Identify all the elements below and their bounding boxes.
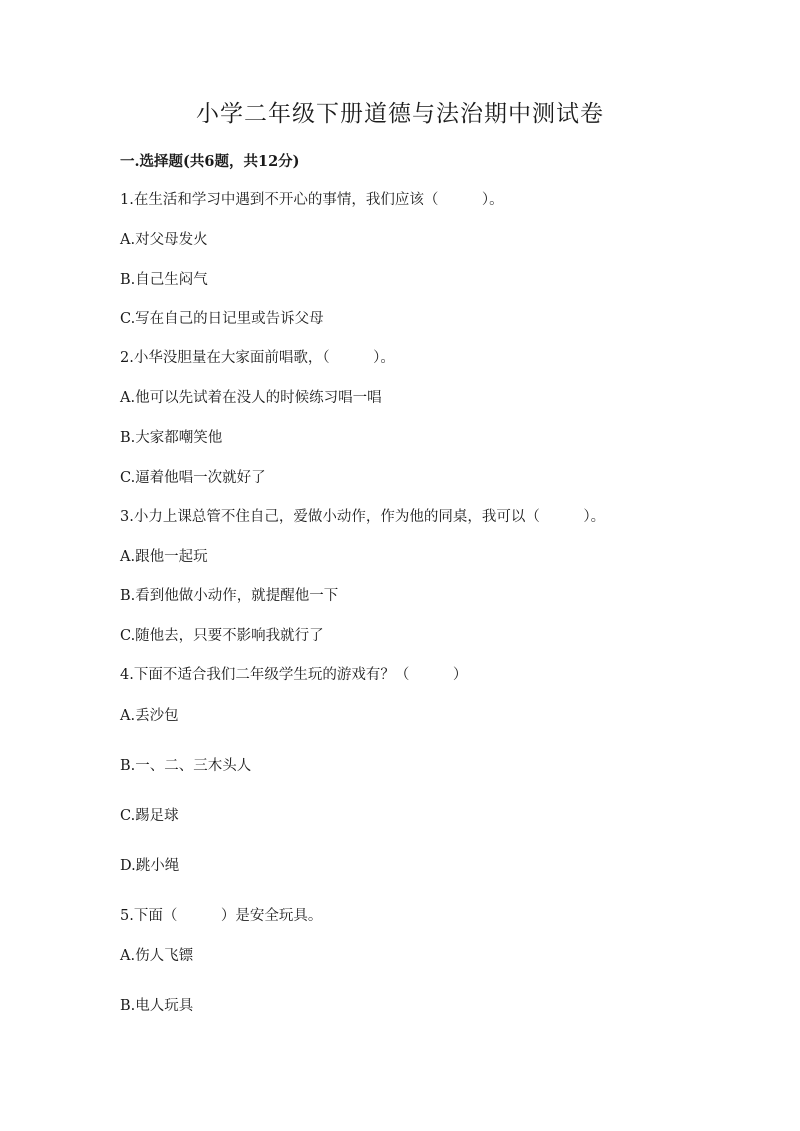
question-4-option-c: C.踢足球 bbox=[120, 808, 179, 824]
question-5-stem: 5.下面（ ）是安全玩具。 bbox=[120, 908, 323, 924]
question-1-option-c: C.写在自己的日记里或告诉父母 bbox=[120, 311, 324, 327]
section-heading: 一.选择题(共6题，共12分) bbox=[120, 153, 300, 170]
question-5-option-a: A.伤人飞镖 bbox=[120, 948, 194, 964]
question-2-stem: 2.小华没胆量在大家面前唱歌，（ ）。 bbox=[120, 350, 395, 366]
question-3-option-c: C.随他去，只要不影响我就行了 bbox=[120, 628, 324, 644]
question-2-option-b: B.大家都嘲笑他 bbox=[120, 430, 223, 446]
question-3-option-a: A.跟他一起玩 bbox=[120, 549, 208, 565]
question-2-option-a: A.他可以先试着在没人的时候练习唱一唱 bbox=[120, 390, 382, 406]
question-2-option-c: C.逼着他唱一次就好了 bbox=[120, 470, 266, 486]
question-1-stem: 1.在生活和学习中遇到不开心的事情，我们应该（ ）。 bbox=[120, 192, 504, 208]
question-3-stem: 3.小力上课总管不住自己，爱做小动作，作为他的同桌，我可以（ ）。 bbox=[120, 509, 606, 525]
question-3-option-b: B.看到他做小动作，就提醒他一下 bbox=[120, 588, 339, 604]
question-4-stem: 4.下面不适合我们二年级学生玩的游戏有？（ ） bbox=[120, 667, 468, 683]
question-1-option-b: B.自己生闷气 bbox=[120, 272, 208, 288]
question-1-option-a: A.对父母发火 bbox=[120, 232, 208, 248]
page-title: 小学二年级下册道德与法治期中测试卷 bbox=[196, 101, 604, 127]
question-4-option-b: B.一、二、三木头人 bbox=[120, 758, 252, 774]
question-4-option-d: D.跳小绳 bbox=[120, 858, 180, 874]
question-4-option-a: A.丢沙包 bbox=[120, 708, 179, 724]
question-5-option-b: B.电人玩具 bbox=[120, 998, 194, 1014]
